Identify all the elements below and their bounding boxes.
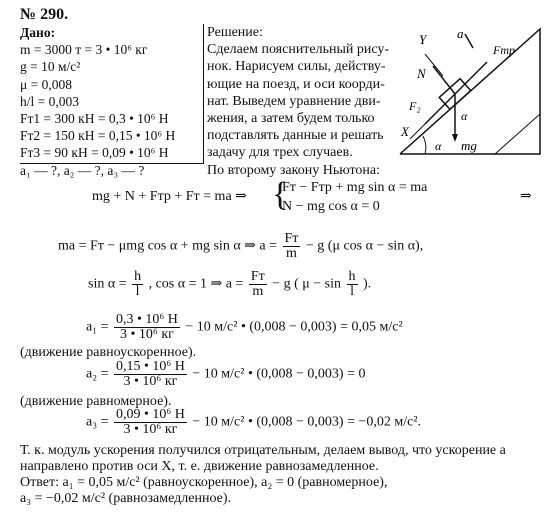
incline-diagram [395, 24, 545, 164]
n-arrow [433, 66, 455, 94]
solution-line: нат. Выведем уравнение дви- [207, 93, 381, 109]
given-row: Fт3 = 90 кН = 0,09 • 10⁶ Н [20, 145, 169, 161]
a2-equation: a₂ = $\frac{\text{0,15 • 10⁶ Н}}{\text{3 • 10⁶ кг}}$ − 10 м/с² • (0,008 − 0,003) = 0 [86, 359, 366, 389]
given-row: μ = 0,008 [20, 76, 72, 92]
label-f2: F₂ [409, 99, 421, 113]
solution-title: Решение: [207, 25, 263, 40]
given-title: Дано: [20, 25, 56, 40]
solution-line: жения, а затем будем только [207, 110, 375, 126]
solution-line: нок. Нарисуем силы, действу- [207, 59, 386, 75]
sin-equation-line: sin α = $\frac{h}{l}$ , cos α = 1 ⇒ a = $\frac{Fт}{m}$ − g ( μ − sin $\frac{h}{l}$ ). [88, 269, 372, 299]
newton-law-line: По второму закону Ньютона: [207, 163, 381, 178]
given-block [20, 24, 220, 162]
vector-equation: mg + N + Fтр + Fт = ma ⇒ [92, 189, 247, 204]
label-alpha-2: α [461, 109, 468, 123]
label-alpha-1: α [435, 139, 442, 153]
a2-note: (движение равномерное). [20, 394, 172, 409]
accel-arrow [465, 34, 473, 48]
conclusion-text: Т. к. модуль ускорения получился отрицательным, делаем вывод, что ускорение a направлено против оси X, т. е. движение равнозамедленное. [20, 443, 506, 474]
solution-line: ющие на поезд, и оси коорди- [207, 76, 385, 92]
conclusion-block [20, 443, 540, 507]
solution-line: Сделаем пояснительный рису- [207, 42, 390, 58]
find-row: a₁ — ?, a₂ — ?, a₃ — ? [20, 163, 145, 178]
system-line-2: N − mg cos α = 0 [282, 199, 380, 214]
given-row: m = 3000 т = 3 • 10⁶ кг [20, 42, 148, 58]
solution-block [207, 24, 412, 162]
answer-line-2: a₃ = −0,02 м/с² (равнозамедленное). [20, 491, 232, 506]
system-arrow: ⇒ [520, 189, 532, 204]
solution-line: задачу для трех случаев. [207, 145, 353, 161]
system-brace: { [272, 176, 289, 213]
ma-equation-line: ma = Fт − μmg cos α + mg sin α ⇒ a = $\frac{Fт}{m}$ − g (μ cos α − sin α), [58, 231, 424, 261]
answer-line-1: Ответ: a₁ = 0,05 м/с² (равноускоренное), a₂ = 0 (равномерное), [20, 475, 388, 490]
a1-note: (движение равноускоренное). [20, 345, 197, 360]
label-x: X [401, 124, 409, 139]
label-ftr: Fтр [493, 43, 515, 57]
problem-number: № 290. [20, 6, 69, 23]
given-row: g = 10 м/с² [20, 59, 81, 75]
solution-line: подставлять данные и решать [207, 128, 384, 144]
system-line-1: Fт − Fтр + mg sin α = ma [282, 180, 428, 195]
a3-equation: a₃ = $\frac{\text{0,09 • 10⁶ Н}}{\text{3 • 10⁶ кг}}$ − 10 м/с² • (0,008 − 0,003) = −0,02 м/с². [86, 407, 422, 437]
given-row: Fт2 = 150 кН = 0,15 • 10⁶ Н [20, 128, 176, 144]
label-a: a [457, 26, 464, 41]
given-row: h/l = 0,003 [20, 93, 79, 109]
a1-equation: a₁ = $\frac{\text{0,3 • 10⁶ Н}}{\text{3 • 10⁶ кг}}$ − 10 м/с² • (0,008 − 0,003) = 0,05 м/с² [86, 312, 403, 342]
y-axis [425, 54, 443, 76]
label-mg: mg [461, 138, 477, 153]
given-divider-vertical [203, 24, 204, 164]
height-line [495, 114, 540, 154]
given-row: Fт1 = 300 кН = 0,3 • 10⁶ Н [20, 110, 169, 126]
label-y: Y [419, 32, 427, 47]
label-n: N [417, 66, 426, 81]
